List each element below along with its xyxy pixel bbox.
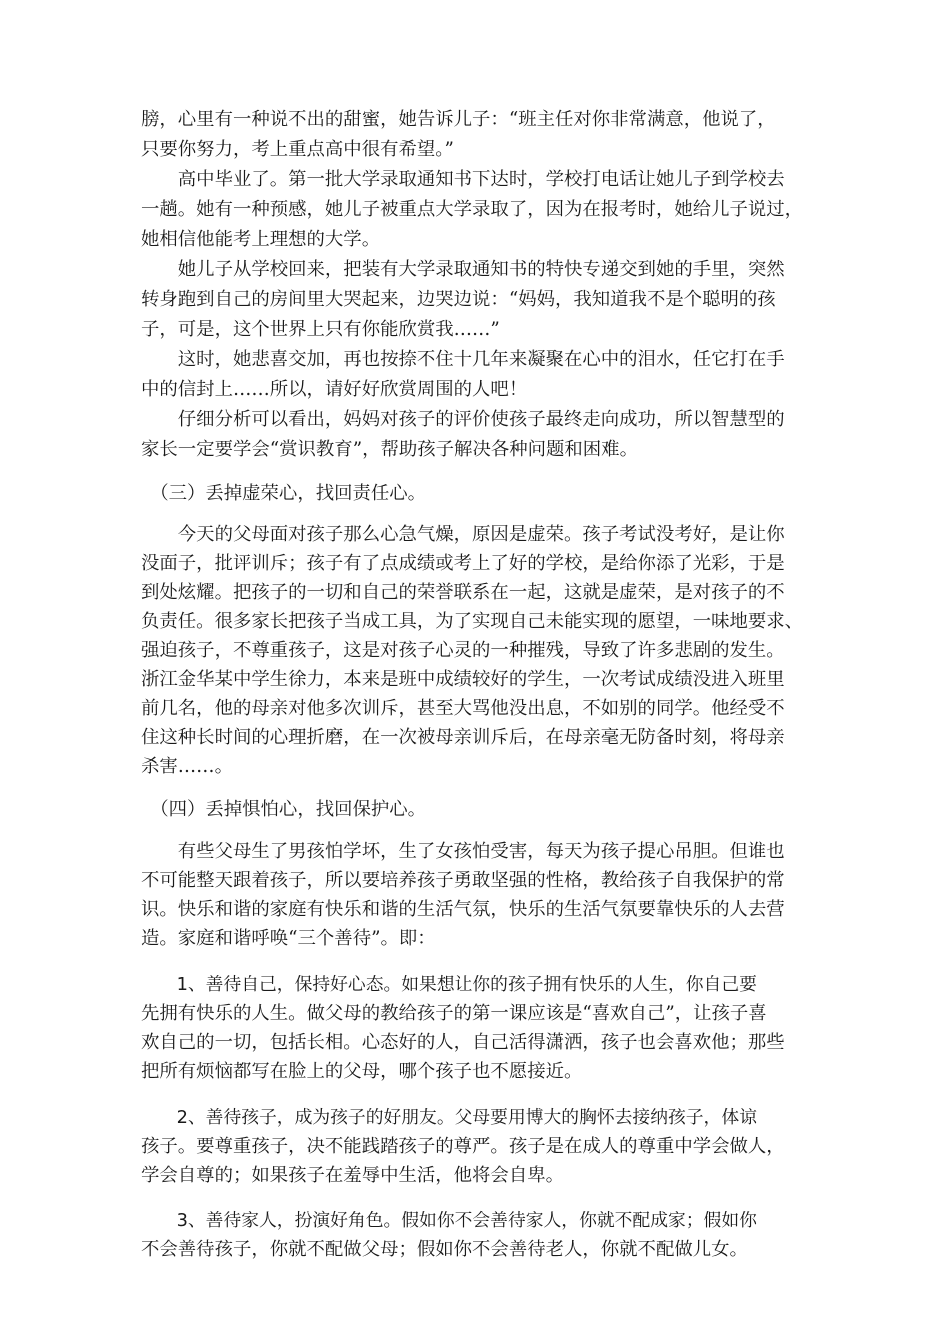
text-line: 她相信他能考上理想的大学。 xyxy=(141,229,381,250)
text-line: 欢自己的一切，包括长相。心态好的人，自己活得潇洒，孩子也会喜欢他；那些 xyxy=(141,1032,785,1053)
text-line: 到处炫耀。把孩子的一切和自己的荣誉联系在一起，这就是虚荣，是对孩子的不 xyxy=(141,582,785,603)
text-line: 孩子。要尊重孩子，决不能践踏孩子的尊严。孩子是在成人的尊重中学会做人， xyxy=(141,1136,785,1157)
text-line: 家长一定要学会“赏识教育”，帮助孩子解决各种问题和困难。 xyxy=(141,439,638,460)
text-line: 强迫孩子，不尊重孩子，这是对孩子心灵的一种摧残，导致了许多悲剧的发生。 xyxy=(141,640,785,661)
text-line: 今天的父母面对孩子那么心急气燥，原因是虚荣。孩子考试没考好，是让你 xyxy=(141,524,785,545)
text-line: 住这种长时间的心理折磨，在一次被母亲训斥后，在母亲毫无防备时刻，将母亲 xyxy=(141,727,785,748)
text-line: 没面子，批评训斥；孩子有了点成绩或考上了好的学校，是给你添了光彩，于是 xyxy=(141,553,785,574)
text-line: 仔细分析可以看出，妈妈对孩子的评价使孩子最终走向成功，所以智慧型的 xyxy=(141,409,785,430)
text-line: 只要你努力，考上重点高中很有希望。” xyxy=(141,139,454,160)
text-line: 膀，心里有一种说不出的甜蜜，她告诉儿子：“班主任对你非常满意，他说了， xyxy=(141,109,776,130)
text-line: 1、善待自己，保持好心态。如果想让你的孩子拥有快乐的人生，你自己要 xyxy=(141,974,757,995)
text-line: 造。家庭和谐呼唤“三个善待”。即： xyxy=(141,928,436,949)
text-line: 杀害……。 xyxy=(141,756,233,777)
text-line: 这时，她悲喜交加，再也按捺不住十几年来凝聚在心中的泪水，任它打在手 xyxy=(141,349,785,370)
section-heading: （四）丢掉惧怕心，找回保护心。 xyxy=(141,799,427,820)
text-line: 识。快乐和谐的家庭有快乐和谐的生活气氛，快乐的生活气氛要靠快乐的人去营 xyxy=(141,899,785,920)
text-line: 前几名，他的母亲对他多次训斥，甚至大骂他没出息，不如别的同学。他经受不 xyxy=(141,698,785,719)
text-line: 2、善待孩子，成为孩子的好朋友。父母要用博大的胸怀去接纳孩子，体谅 xyxy=(141,1107,757,1128)
text-line: 把所有烦恼都写在脸上的父母，哪个孩子也不愿接近。 xyxy=(141,1061,583,1082)
text-line: 不会善待孩子，你就不配做父母；假如你不会善待老人，你就不配做儿女。 xyxy=(141,1239,748,1260)
text-line: 负责任。很多家长把孩子当成工具，为了实现自己未能实现的愿望，一味地要求、 xyxy=(141,611,804,632)
text-line: 高中毕业了。第一批大学录取通知书下达时，学校打电话让她儿子到学校去 xyxy=(141,169,785,190)
text-line: 不可能整天跟着孩子，所以要培养孩子勇敢坚强的性格，教给孩子自我保护的常 xyxy=(141,870,785,891)
text-line: 有些父母生了男孩怕学坏，生了女孩怕受害，每天为孩子提心吊胆。但谁也 xyxy=(141,841,785,862)
text-line: 先拥有快乐的人生。做父母的教给孩子的第一课应该是“喜欢自己”，让孩子喜 xyxy=(141,1003,767,1024)
text-line: 中的信封上……所以，请好好欣赏周围的人吧！ xyxy=(141,379,528,400)
text-line: 浙江金华某中学生徐力，本来是班中成绩较好的学生，一次考试成绩没进入班里 xyxy=(141,669,785,690)
text-line: 子，可是，这个世界上只有你能欣赏我……” xyxy=(141,319,500,340)
section-heading: （三）丢掉虚荣心，找回责任心。 xyxy=(141,483,427,504)
text-line: 转身跑到自己的房间里大哭起来，边哭边说：“妈妈，我知道我不是个聪明的孩 xyxy=(141,289,776,310)
text-line: 她儿子从学校回来，把装有大学录取通知书的特快专递交到她的手里，突然 xyxy=(141,259,785,280)
text-line: 3、善待家人，扮演好角色。假如你不会善待家人，你就不配成家；假如你 xyxy=(141,1210,757,1231)
text-line: 学会自尊的；如果孩子在羞辱中生活，他将会自卑。 xyxy=(141,1165,564,1186)
text-line: 一趟。她有一种预感，她儿子被重点大学录取了，因为在报考时，她给儿子说过， xyxy=(141,199,804,220)
